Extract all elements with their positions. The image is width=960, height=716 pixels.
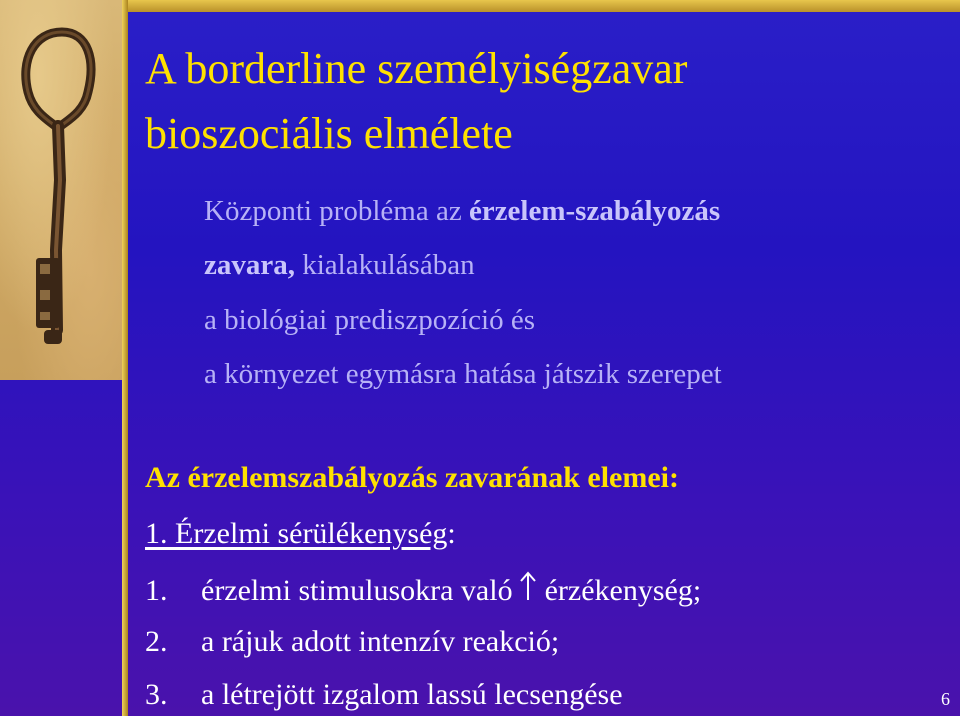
slide-title-line-1: A borderline személyiségzavar [145, 44, 688, 93]
intro-line-2-text: kialakulásában [295, 249, 475, 281]
up-arrow-icon [519, 571, 537, 607]
intro-line-1-emphasis: érzelem-szabályozás [468, 195, 721, 227]
section-heading: Az érzelemszabályozás zavarának elemei: [145, 461, 679, 494]
intro-line-2-emphasis: zavara, [204, 249, 295, 281]
list-item-3 [145, 680, 623, 710]
antique-key-icon [0, 0, 128, 380]
gold-divider-top [128, 0, 960, 12]
intro-line-2 [204, 251, 475, 280]
list-item-2-number: 2. [145, 625, 168, 658]
page-number: 6 [941, 689, 950, 709]
list-item-1 [145, 575, 701, 611]
sub-heading-text: 1. Érzelmi sérülékenység [145, 517, 448, 550]
sub-heading-suffix: : [447, 517, 456, 550]
list-item-1-number: 1. [145, 573, 168, 607]
intro-line-1-text: Központi probléma az [204, 195, 469, 227]
intro-line-4: a környezet egymásra hatása játszik szerepet [204, 358, 722, 390]
list-item-2 [145, 627, 559, 657]
intro-line-3: a biológiai prediszpozíció és [204, 304, 535, 336]
gold-divider-vertical [122, 0, 128, 716]
slide-title-line-2: bioszociális elmélete [145, 109, 513, 158]
list-item-1-pre: érzelmi stimulusokra való [201, 573, 513, 607]
list-item-1-post: érzékenység; [544, 573, 702, 607]
list-item-2-text: a rájuk adott intenzív reakció; [201, 625, 560, 658]
sub-heading [145, 519, 456, 549]
key-image-panel [0, 0, 128, 380]
list-item-3-number: 3. [145, 678, 168, 711]
list-item-3-text: a létrejött izgalom lassú lecsengése [201, 678, 623, 711]
intro-line-1 [204, 197, 720, 226]
